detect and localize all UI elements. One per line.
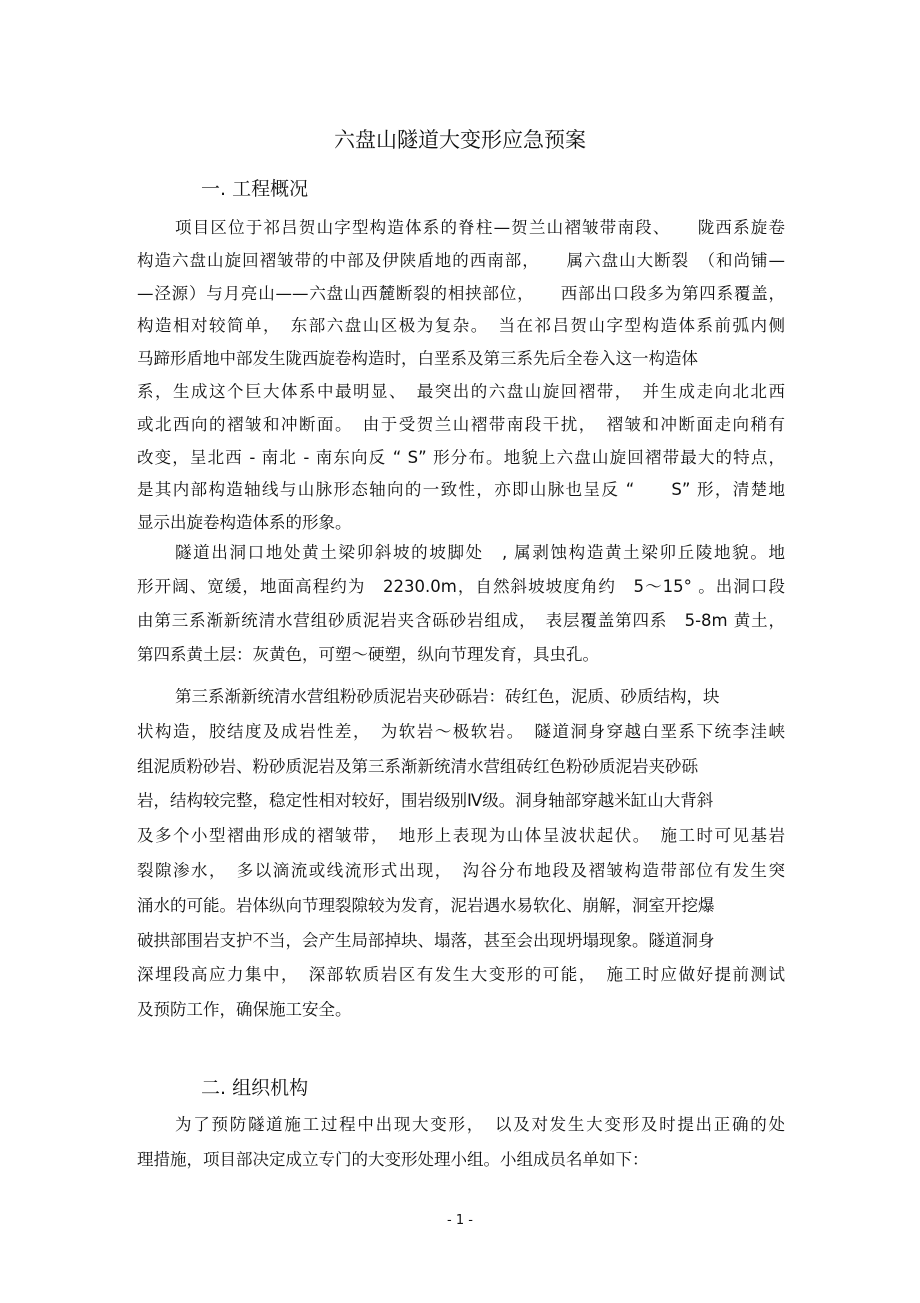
paragraph-1-line: 改变，呈北西 - 南北 - 南东向反 “ S” 形分布。地貌上六盘山旋回褶带最大的特点， bbox=[137, 447, 785, 467]
paragraph-3-line: 及多个小型褶曲形成的褶皱带， 地形上表现为山体呈波状起伏。 施工时可见基岩 bbox=[137, 826, 785, 846]
paragraph-3-line: 深埋段高应力集中， 深部软质岩区有发生大变形的可能， 施工时应做好提前测试 bbox=[137, 965, 785, 985]
paragraph-1-line: 是其内部构造轴线与山脉形态轴向的一致性，亦即山脉也呈反 “ S” 形，清楚地 bbox=[137, 480, 785, 500]
paragraph-2-line: 由第三系渐新统清水营组砂质泥岩夹含砾砂岩组成， 表层覆盖第四系 5-8m 黄土， bbox=[137, 611, 785, 630]
paragraph-1-line: 构造六盘山旋回褶皱带的中部及伊陕盾地的西南部， 属六盘山大断裂 （和尚铺— bbox=[137, 250, 785, 270]
paragraph-3-line: 裂隙渗水， 多以滴流或线流形式出现， 沟谷分布地段及褶皱构造带部位有发生突 bbox=[137, 861, 785, 880]
paragraph-3-line: 涌水的可能。岩体纵向节理裂隙较为发育，泥岩遇水易软化、崩解，洞室开挖爆 bbox=[137, 895, 715, 915]
paragraph-2-line: 第四系黄土层：灰黄色，可塑～硬塑，纵向节理发育，具虫孔。 bbox=[137, 645, 599, 664]
paragraph-1-line: 项目区位于祁吕贺山字型构造体系的脊柱—贺兰山褶皱带南段、 陇西系旋卷 bbox=[175, 218, 785, 237]
paragraph-4-line: 为了预防隧道施工过程中出现大变形， 以及对发生大变形及时提出正确的处 bbox=[175, 1115, 785, 1134]
paragraph-1-line: 显示出旋卷构造体系的形象。 bbox=[137, 513, 352, 533]
paragraph-2-line: 隧道出洞口地处黄土梁卯斜坡的坡脚处 , 属剥蚀构造黄土梁卯丘陵地貌。地 bbox=[175, 543, 785, 562]
paragraph-1-line: —泾源）与月亮山——六盘山西麓断裂的相挟部位， 西部出口段多为第四系覆盖， bbox=[137, 283, 785, 303]
paragraph-2-line: 形开阔、宽缓，地面高程约为 2230.0m，自然斜坡坡度角约 5～15° 。出洞口段 bbox=[137, 577, 785, 596]
paragraph-3-line: 组泥质粉砂岩、粉砂质泥岩及第三系渐新统清水营组砖红色粉砂质泥岩夹砂砾 bbox=[137, 756, 698, 776]
paragraph-3-line: 及预防工作，确保施工安全。 bbox=[137, 1000, 352, 1020]
paragraph-1-line: 构造相对较简单， 东部六盘山区极为复杂。 当在祁吕贺山字型构造体系前弧内侧 bbox=[137, 316, 785, 336]
paragraph-3-line: 破拱部围岩支护不当，会产生局部掉块、塌落，甚至会出现坍塌现象。隧道洞身 bbox=[137, 930, 715, 950]
paragraph-4-line: 理措施，项目部决定成立专门的大变形处理小组。小组成员名单如下： bbox=[137, 1150, 649, 1169]
paragraph-3-line: 状构造，胶结度及成岩性差， 为软岩～极软岩。 隧道洞身穿越白垩系下统李洼峡 bbox=[137, 721, 785, 741]
page-number: - 1 - bbox=[447, 1213, 473, 1228]
paragraph-1-line: 马蹄形盾地中部发生陇西旋卷构造时，白垩系及第三系先后全卷入这一构造体 bbox=[137, 349, 698, 369]
paragraph-1-line: 或北西向的褶皱和冲断面。 由于受贺兰山褶带南段干扰， 褶皱和冲断面走向稍有 bbox=[137, 414, 785, 434]
paragraph-3-line: 第三系渐新统清水营组粉砂质泥岩夹砂砾岩：砖红色，泥质、砂质结构，块 bbox=[175, 687, 720, 706]
document-title: 六盘山隧道大变形应急预案 bbox=[334, 128, 586, 152]
section-heading-overview: 一. 工程概况 bbox=[201, 178, 309, 200]
section-heading-organization: 二. 组织机构 bbox=[201, 1077, 309, 1099]
paragraph-1-line: 系，生成这个巨大体系中最明显、 最突出的六盘山旋回褶带， 并生成走向北北西 bbox=[137, 382, 785, 401]
paragraph-3-line: 岩，结构较完整，稳定性相对较好，围岩级别Ⅳ级。洞身轴部穿越米缸山大背斜 bbox=[137, 791, 714, 811]
